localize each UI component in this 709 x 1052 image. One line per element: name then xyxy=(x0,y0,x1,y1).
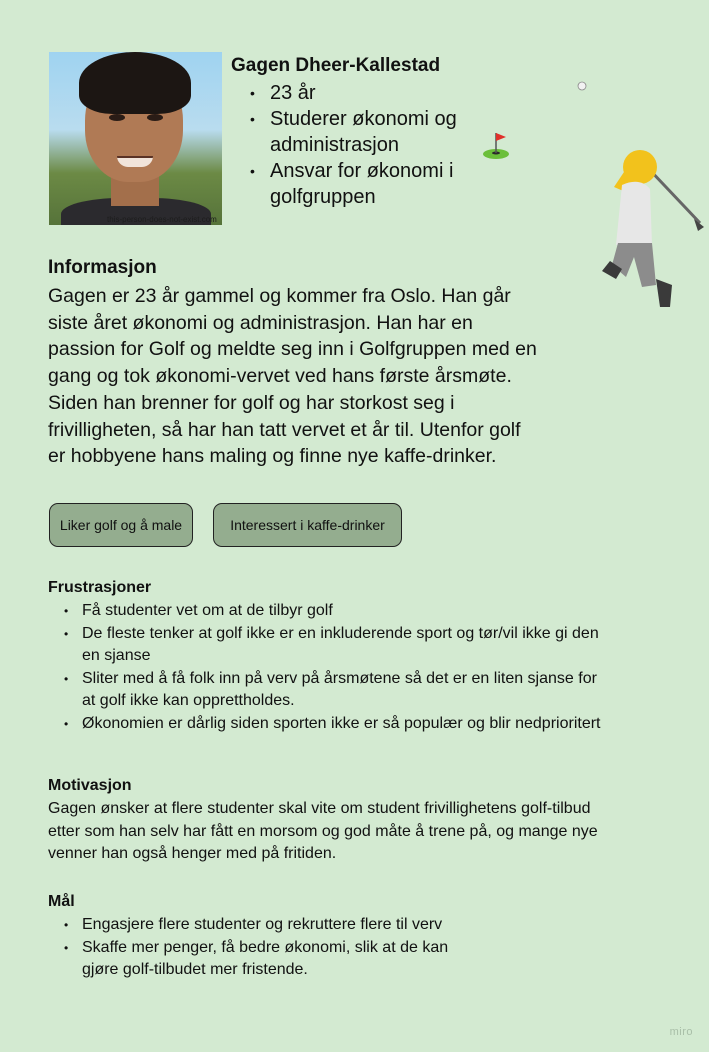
flag-in-hole-icon xyxy=(482,131,512,161)
tag-coffee-drinks: Interessert i kaffe-drinker xyxy=(213,503,402,547)
goals-heading: Mål xyxy=(48,893,75,910)
profile-photo xyxy=(49,52,222,225)
list-item: • Skaffe mer penger, få bedre økonomi, slik at de kan gjøre golf-tilbudet mer fristende. xyxy=(64,937,484,982)
golfer-icon xyxy=(592,145,707,310)
fact-item: • Ansvar for økonomi i golfgruppen xyxy=(250,158,480,210)
info-heading: Informasjon xyxy=(48,257,157,278)
list-item: • Sliter med å få folk inn på verv på årsmøtene så det er en liten sjanse for at golf ikke kan opprettholdes. xyxy=(64,668,609,713)
tag-golf-painting: Liker golf og å male xyxy=(49,503,193,547)
goals-list xyxy=(64,914,484,982)
frustrations-heading: Frustrasjoner xyxy=(48,579,152,596)
persona-facts xyxy=(250,80,480,210)
fact-item: • Studerer økonomi og administrasjon xyxy=(250,106,480,158)
photo-watermark: this-person-does-not-exist.com xyxy=(107,215,217,224)
list-item: • Få studenter vet om at de tilbyr golf xyxy=(64,600,609,623)
list-item: • Engasjere flere studenter og rekruttere flere til verv xyxy=(64,914,484,937)
motivation-heading: Motivasjon xyxy=(48,777,132,794)
golf-ball-icon xyxy=(577,81,587,91)
list-item: • De fleste tenker at golf ikke er en inkluderende sport og tør/vil ikke gi den en sjanse xyxy=(64,623,609,668)
miro-logo: miro xyxy=(669,1026,693,1038)
persona-name: Gagen Dheer-Kallestad xyxy=(231,55,441,76)
motivation-body: Gagen ønsker at flere studenter skal vite om student frivillighetens golf-tilbud etter som han selv har fått en morsom og god måte å trene på, og mange nye venner han også henger med på fritiden. xyxy=(48,800,598,862)
info-body: Gagen er 23 år gammel og kommer fra Oslo. Han går siste året økonomi og administrasjon. Han har en passion for Golf og meldte seg inn i Golfgruppen med en gang og tok økonomi-vervet ved hans første årsmøte. Siden han brenner for golf og har storkost seg i frivilligheten, så har han tatt vervet et år til. Utenfor golf er hobbyene hans maling og finne nye kaffe-drinker. xyxy=(48,285,537,468)
frustrations-list xyxy=(64,600,609,735)
fact-item: • 23 år xyxy=(250,80,480,106)
list-item: • Økonomien er dårlig siden sporten ikke er så populær og blir nedprioritert xyxy=(64,713,609,736)
